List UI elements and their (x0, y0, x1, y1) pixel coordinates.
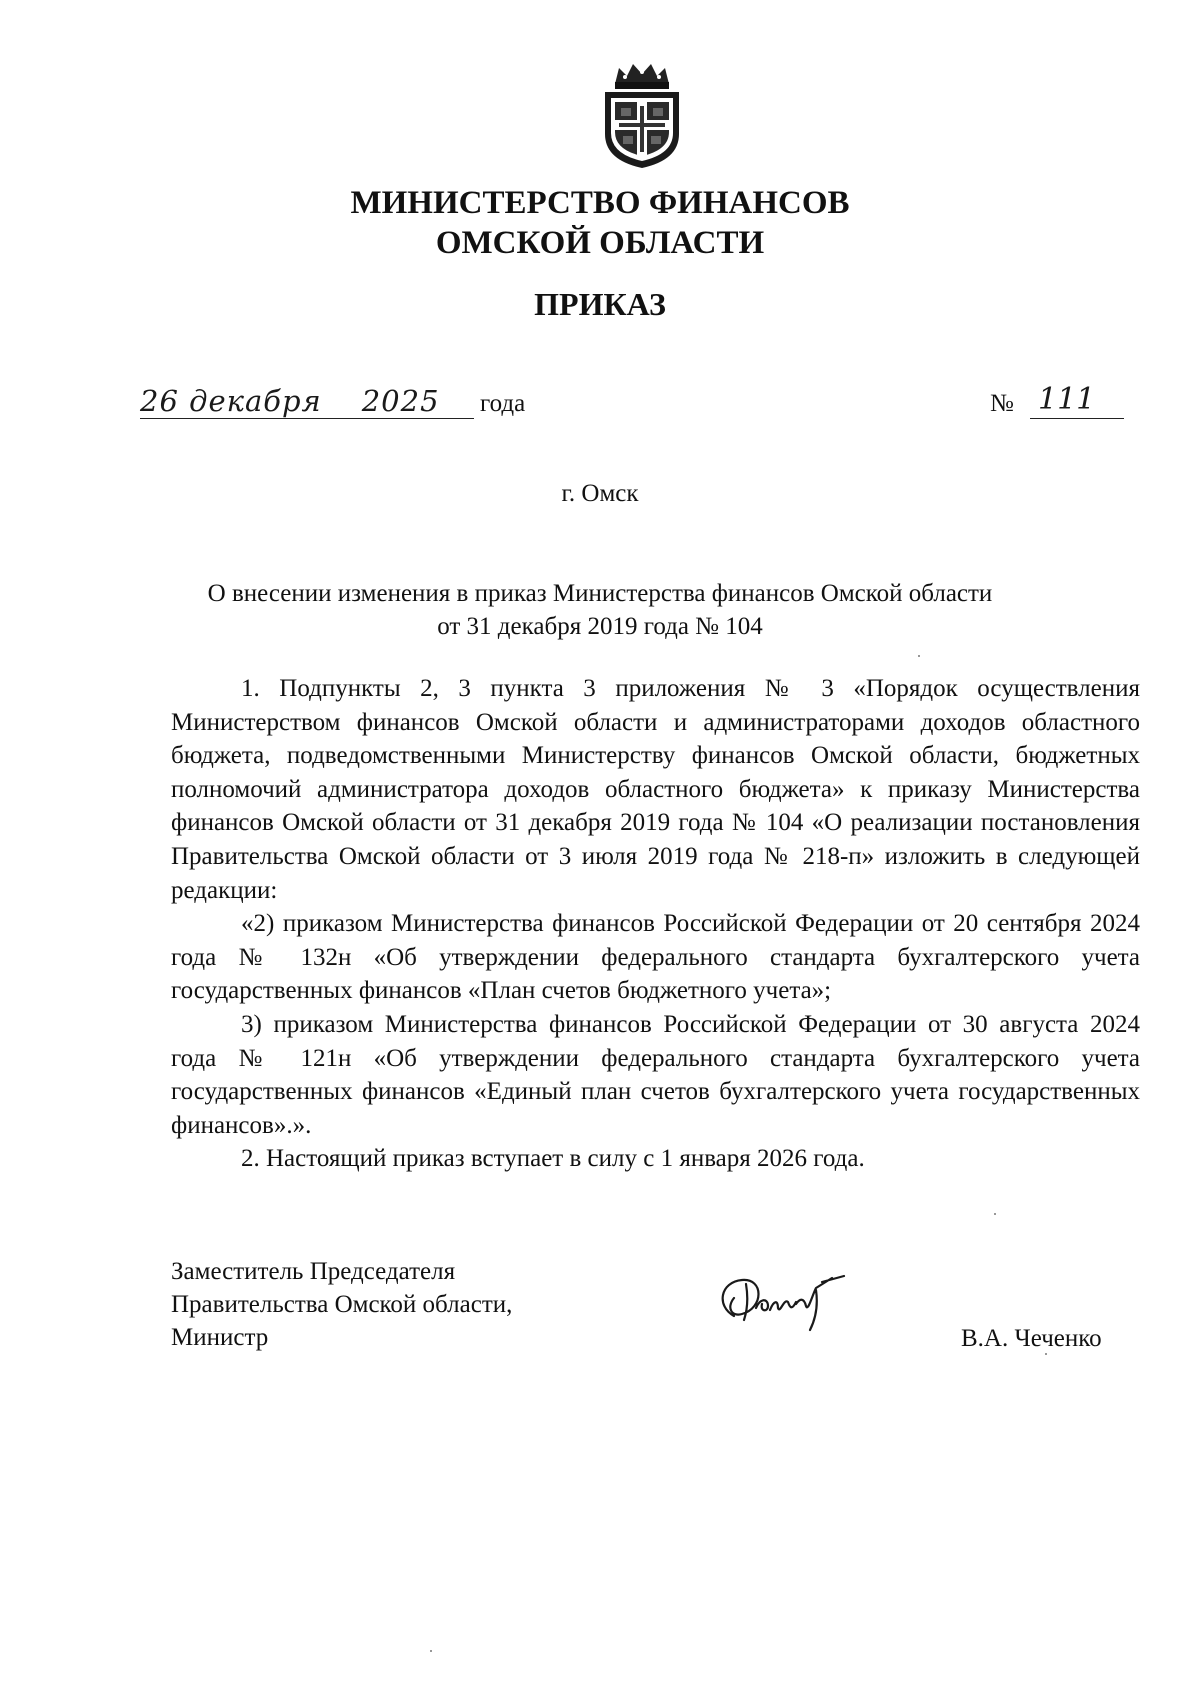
position-line2: Правительства Омской области, (171, 1291, 513, 1318)
position-line1: Заместитель Председателя (171, 1258, 456, 1285)
subject-line2: от 31 декабря 2019 года № 104 (437, 613, 763, 640)
scan-speck (994, 1213, 996, 1215)
order-date (140, 384, 560, 422)
document-type-title: ПРИКАЗ (534, 286, 666, 322)
body-paragraph: 3) приказом Министерства финансов Российской Федерации от 30 августа 2024 года № 121н «Об утверждении федерального стандарта бухгалтерского учета государственных финансов «Единый план счетов бухгалтерского учета государственных финансов».». (171, 1010, 1140, 1139)
number-sign: № (990, 390, 1014, 417)
ministry-name-line2: ОМСКОЙ ОБЛАСТИ (435, 225, 765, 261)
order-number (990, 382, 1140, 422)
handwritten-number: 111 (1038, 382, 1096, 417)
coat-of-arms-icon (597, 62, 687, 170)
body-paragraph: «2) приказом Министерства финансов Российской Федерации от 20 сентября 2024 года № 132н «Об утверждении федерального стандарта бухгалтерского учета государственных финансов «План счетов бюджетного учета»; (171, 910, 1140, 1005)
number-underline (1030, 418, 1124, 419)
signatory-position (171, 1255, 512, 1354)
scan-speck (1045, 1353, 1047, 1355)
scan-speck (430, 1650, 432, 1652)
signatory-name: В.А. Чеченко (961, 1325, 1102, 1352)
date-year: 2025 (361, 384, 440, 418)
handwritten-signature-icon (712, 1268, 862, 1338)
ministry-name (0, 183, 1200, 263)
ministry-name-line1: МИНИСТЕРСТВО ФИНАНСОВ (350, 185, 850, 221)
date-day-month: 26 декабря (140, 384, 322, 418)
order-body (171, 672, 1140, 1176)
body-paragraph: 1. Подпункты 2, 3 пункта 3 приложения № 3 «Порядок осуществления Министерством финансов Омской области и администраторами доходов областного бюджета, подведомственными Министерству финансов Омской области, бюджетных полномочий администратора доходов областного бюджета» к приказу Министерства финансов Омской области от 31 декабря 2019 года № 104 «О реализации постановления Правительства Омской области от 3 июля 2019 года № 218-п» изложить в следующей редакции: (171, 675, 1140, 904)
subject-line1: О внесении изменения в приказ Министерства финансов Омской области (207, 580, 993, 607)
handwritten-date (140, 384, 440, 418)
city: г. Омск (561, 480, 639, 507)
scan-speck (918, 655, 920, 657)
date-suffix: года (480, 390, 526, 417)
body-paragraph: 2. Настоящий приказ вступает в силу с 1 января 2026 года. (241, 1145, 865, 1173)
order-subject (0, 577, 1200, 643)
position-line3: Министр (171, 1324, 269, 1351)
date-underline (140, 418, 474, 419)
